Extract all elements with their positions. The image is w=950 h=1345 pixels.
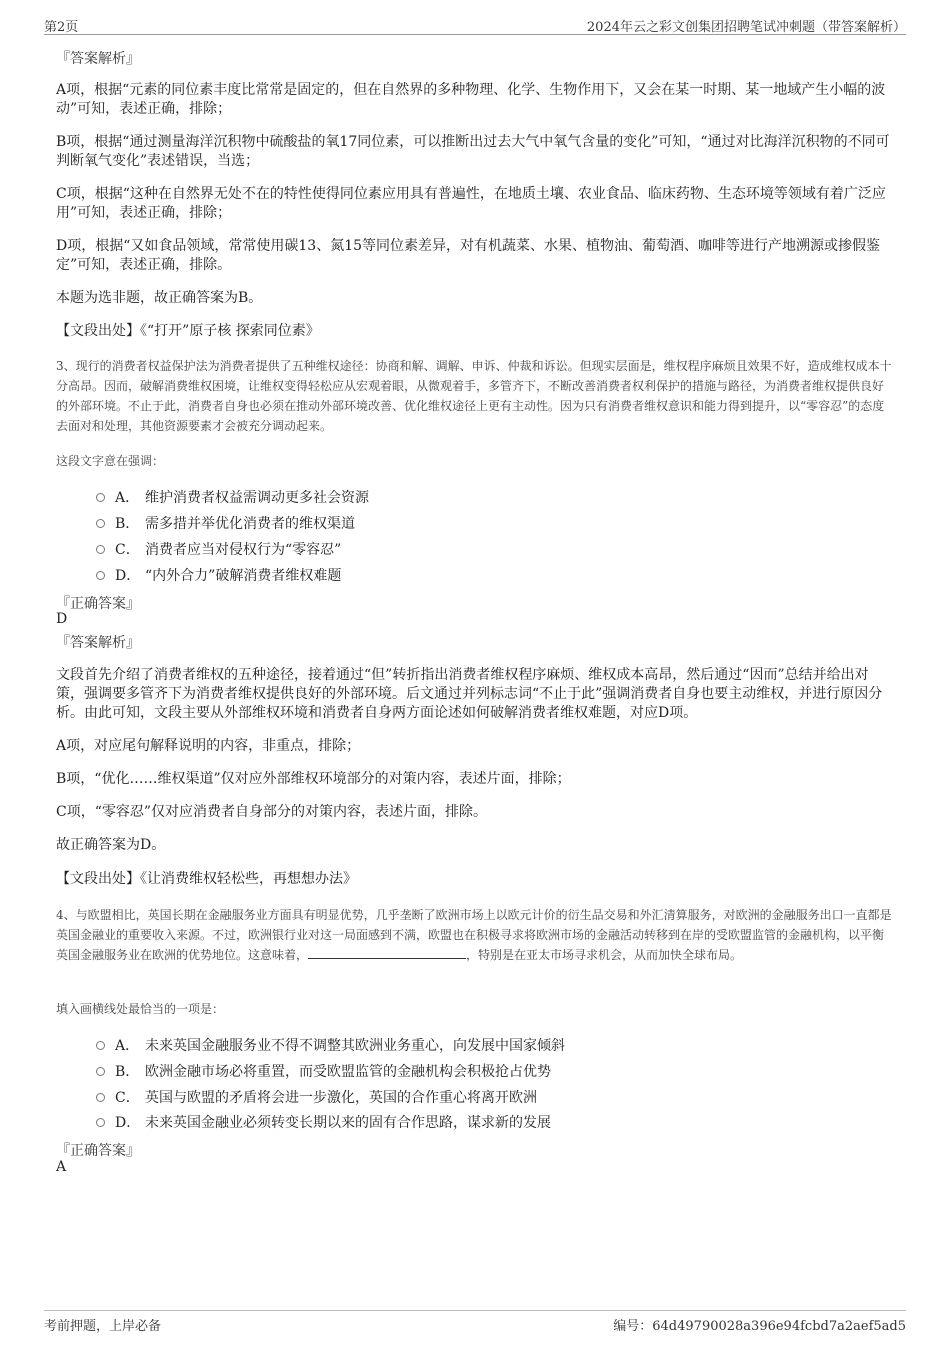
q3-answer-label: 『正确答案』 [56, 596, 140, 612]
q4-option-a[interactable]: A． 未来英国金融服务业不得不调整其欧洲业务重心，向发展中国家倾斜 [96, 1035, 876, 1055]
radio-icon[interactable] [96, 571, 105, 580]
q2-analysis-c: C项，根据“这种在自然界无处不在的特性使得同位素应用具有普遍性，在地质土壤、农业食品、临床药物、生态环境等领域有着广泛应用”可知，表述正确，排除； [56, 186, 886, 221]
q4-option-d[interactable]: D． 未来英国金融业必须转变长期以来的固有合作思路，谋求新的发展 [96, 1112, 876, 1132]
q4-option-b[interactable]: B． 欧洲金融市场必将重置，而受欧盟监管的金融机构会积极抢占优势 [96, 1061, 876, 1081]
q4-answer: A [56, 1159, 67, 1175]
q3-option-a[interactable]: A． 维护消费者权益需调动更多社会资源 [96, 487, 876, 507]
document-title: 2024年云之彩文创集团招聘笔试冲刺题（带答案解析） [586, 20, 906, 35]
q3-answer: D [56, 611, 68, 627]
q3-question: 这段文字意在强调： [56, 454, 165, 468]
q2-analysis-d: D项，根据“又如食品领域，常常使用碳13、氮15等同位素差异，对有机蔬菜、水果、植物油、葡萄酒、咖啡等进行产地溯源或掺假鉴定”可知，表述正确，排除。 [56, 238, 881, 273]
radio-icon[interactable] [96, 519, 105, 528]
q3-source: 【文段出处】《让消费维权轻松些，再想想办法》 [56, 871, 357, 887]
q2-conclusion: 本题为选非题，故正确答案为B。 [56, 290, 263, 306]
radio-icon[interactable] [96, 1041, 105, 1050]
q2-analysis-label: 『答案解析』 [56, 51, 140, 67]
q3-option-d[interactable]: D． “内外合力”破解消费者维权难题 [96, 565, 876, 585]
q3-analysis-b: B项，“优化……维权渠道”仅对应外部维权环境部分的对策内容，表述片面，排除； [56, 771, 571, 787]
page-footer [44, 1310, 906, 1334]
radio-icon[interactable] [96, 493, 105, 502]
fill-blank [308, 946, 466, 959]
q3-option-b[interactable]: B． 需多措并举优化消费者的维权渠道 [96, 513, 876, 533]
q4-option-c[interactable]: C． 英国与欧盟的矛盾将会进一步激化，英国的合作重心将离开欧洲 [96, 1087, 876, 1107]
q2-source: 【文段出处】《“打开”原子核 探索同位素》 [56, 323, 320, 339]
q2-analysis-a: A项，根据“元素的同位素丰度比常常是固定的，但在自然界的多种物理、化学、生物作用下，又会在某一时期、某一地域产生小幅的波动”可知，表述正确，排除； [56, 82, 886, 117]
q3-analysis-main: 文段首先介绍了消费者维权的五种途径，接着通过“但”转折指出消费者维权程序麻烦、维权成本高昂，然后通过“因而”总结并给出对策，强调要多管齐下为消费者维权提供良好的外部环境。后文通过并列标志词“不止于此”强调消费者自身也要主动维权，并进行原因分析。由此可知，文段主要从外部维权环境和消费者自身两方面论述如何破解消费者维权难题，对应D项。 [56, 667, 883, 721]
q4-answer-label: 『正确答案』 [56, 1143, 140, 1159]
radio-icon[interactable] [96, 1118, 105, 1127]
q3-passage: 3、现行的消费者权益保护法为消费者提供了五种维权途径：协商和解、调解、申诉、仲裁和诉讼。但现实层面是，维权程序麻烦且效果不好，造成维权成本十分高昂。因而，破解消费维权困境，让维权变得轻松应从宏观着眼，从微观着手，多管齐下，不断改善消费者权利保护的措施与路径，为消费者维权提供良好的外部环境。不止于此，消费者自身也必须在推动外部环境改善、优化维权途径上更有主动性。因为只有消费者维权意识和能力得到提升，以“零容忍”的态度去面对和处理，其他资源要素才会被充分调动起来。 [56, 359, 892, 433]
document-code: 编号：64d49790028a396e94fcbd7a2aef5ad5 [613, 1319, 906, 1334]
q4-passage: 4、与欧盟相比，英国长期在金融服务业方面具有明显优势，几乎垄断了欧洲市场上以欧元计价的衍生品交易和外汇清算服务，对欧洲的金融服务出口一直都是英国金融业的重要收入来源。不过，欧洲银行业对这一局面感到不满，欧盟也在积极寻求将欧洲市场的金融活动转移到在岸的受欧盟监管的金融机构，以平衡英国金融服务业在欧洲的优势地位。这意味着， ，特别是在亚太市场寻求机会，从而加快全球布局。 [56, 908, 892, 962]
radio-icon[interactable] [96, 545, 105, 554]
q3-analysis-label: 『答案解析』 [56, 635, 140, 651]
q4-question: 填入画横线处最恰当的一项是： [56, 1002, 225, 1016]
radio-icon[interactable] [96, 1093, 105, 1102]
q3-analysis-a: A项，对应尾句解释说明的内容，非重点，排除； [56, 738, 361, 754]
footer-slogan: 考前押题，上岸必备 [44, 1319, 162, 1334]
q3-conclusion: 故正确答案为D。 [56, 837, 166, 853]
q2-analysis-b: B项，根据“通过测量海洋沉积物中硫酸盐的氧17同位素，可以推断出过去大气中氧气含量的变化”可知，“通过对比海洋沉积物的不同可判断氧气变化”表述错误，当选； [56, 134, 890, 169]
page-number: 第2页 [44, 20, 79, 35]
q3-option-c[interactable]: C． 消费者应当对侵权行为“零容忍” [96, 539, 876, 559]
q3-analysis-c: C项，“零容忍”仅对应消费者自身部分的对策内容，表述片面，排除。 [56, 804, 488, 820]
radio-icon[interactable] [96, 1067, 105, 1076]
page-header [44, 14, 906, 35]
